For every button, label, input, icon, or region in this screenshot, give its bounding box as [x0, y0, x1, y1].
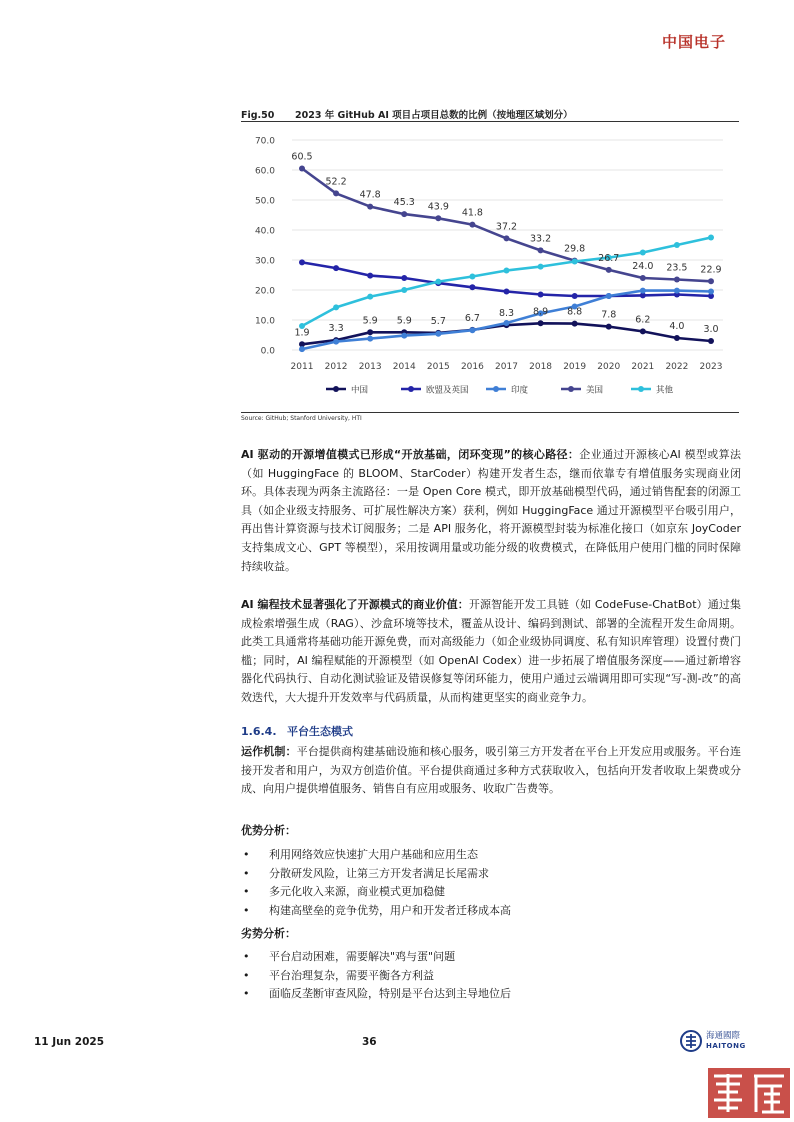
data-point	[504, 235, 510, 241]
data-point	[435, 331, 441, 337]
haitong-logo	[680, 1030, 746, 1052]
section-number: 1.6.4.	[241, 725, 277, 738]
data-point	[469, 284, 475, 290]
x-tick-label: 2017	[495, 362, 518, 372]
data-point	[640, 328, 646, 334]
footer-date: 11 Jun 2025	[34, 1036, 105, 1048]
figure-number: Fig.50	[241, 110, 275, 121]
data-point	[504, 268, 510, 274]
chart-data-labels	[291, 152, 721, 339]
data-point	[333, 304, 339, 310]
data-point	[538, 292, 544, 298]
data-label: 41.8	[461, 207, 483, 219]
data-point	[435, 215, 441, 221]
watermark-stamp	[708, 1068, 790, 1118]
section-heading	[241, 723, 353, 739]
data-point	[367, 294, 373, 300]
data-point	[606, 267, 612, 273]
x-tick-label: 2018	[529, 362, 553, 372]
chart-y-axis	[255, 137, 275, 357]
data-point	[606, 324, 612, 330]
list-item: • 分散研发风险，让第三方开发者满足长尾需求	[241, 865, 741, 884]
advantages-list	[241, 846, 741, 920]
legend-label: 中国	[351, 385, 369, 396]
data-point	[469, 222, 475, 228]
data-label: 8.3	[498, 308, 515, 320]
paragraph-open-source-path	[241, 446, 741, 576]
legend-marker	[333, 386, 339, 392]
data-point	[469, 327, 475, 333]
list-item: • 平台治理复杂，需要平衡各方利益	[241, 967, 741, 986]
paragraph-lead: AI 编程技术显著强化了开源模式的商业价值：	[241, 598, 469, 611]
data-label: 52.2	[325, 176, 347, 188]
data-label: 3.0	[703, 324, 719, 335]
x-tick-label: 2015	[426, 362, 450, 372]
advantages-heading: 优势分析：	[241, 824, 296, 837]
data-point	[572, 321, 578, 327]
data-label: 5.9	[362, 315, 378, 327]
data-point	[401, 287, 407, 293]
stamp-glyph-icon	[708, 1068, 790, 1118]
data-label: 47.8	[359, 189, 381, 201]
figure-bottom-rule	[241, 412, 739, 413]
data-point	[708, 338, 714, 344]
list-item: • 多元化收入来源，商业模式更加稳健	[241, 883, 741, 902]
data-label: 22.9	[700, 264, 722, 276]
data-point	[606, 293, 612, 299]
data-point	[367, 273, 373, 279]
data-label: 5.7	[430, 315, 446, 327]
data-label: 45.3	[393, 197, 415, 209]
x-tick-label: 2013	[358, 362, 382, 372]
paragraph-lead: AI 驱动的开源增值模式已形成“开放基础，闭环变现”的核心路径：	[241, 448, 580, 461]
data-point	[504, 289, 510, 295]
data-label: 1.9	[294, 327, 310, 339]
data-label: 24.0	[632, 261, 654, 272]
data-point	[538, 320, 544, 326]
data-label: 26.7	[598, 252, 620, 264]
data-label: 5.9	[396, 315, 412, 327]
data-point	[401, 333, 407, 339]
data-point	[333, 265, 339, 271]
data-point	[538, 247, 544, 253]
y-tick-label: 30.0	[254, 256, 275, 267]
data-label: 7.8	[601, 309, 617, 321]
data-point	[674, 242, 680, 248]
x-tick-label: 2019	[563, 362, 587, 372]
data-point	[640, 288, 646, 294]
data-point	[299, 346, 305, 352]
x-tick-label: 2022	[665, 362, 689, 372]
list-item: • 构建高壁垒的竞争优势，用户和开发者迁移成本高	[241, 902, 741, 921]
data-point	[299, 259, 305, 265]
legend-label: 其他	[656, 385, 674, 396]
data-point	[333, 339, 339, 345]
list-item: • 利用网络效应快速扩大用户基础和应用生态	[241, 846, 741, 865]
data-label: 6.2	[635, 314, 651, 326]
data-point	[367, 336, 373, 342]
legend-label: 欧盟及英国	[426, 385, 469, 396]
legend-marker	[638, 386, 644, 392]
y-tick-label: 60.0	[254, 166, 275, 177]
x-tick-label: 2023	[699, 362, 723, 372]
page-number: 36	[362, 1036, 377, 1048]
data-point	[572, 259, 578, 265]
logo-text-en: HAITONG	[706, 1042, 746, 1050]
y-tick-label: 70.0	[254, 136, 275, 147]
data-label: 43.9	[427, 201, 449, 213]
legend-label: 印度	[511, 385, 529, 396]
data-point	[401, 275, 407, 281]
data-label: 6.7	[464, 312, 480, 324]
data-point	[333, 190, 339, 196]
data-point	[640, 250, 646, 256]
data-point	[708, 278, 714, 284]
disadvantages-heading: 劣势分析：	[241, 927, 296, 940]
paragraph-text: 平台提供商构建基础设施和核心服务，吸引第三方开发者在平台上开发应用或服务。平台连接开发者和用户，为双方创造价值。平台提供商通过多种方式获取收入，包括向开发者收取上架费或分成、向用户提供增值服务、销售自有应用或服务、收取广告费等。	[241, 745, 742, 796]
x-tick-label: 2020	[597, 362, 621, 372]
line-chart	[241, 122, 739, 410]
data-point	[469, 274, 475, 280]
paragraph-mechanism	[241, 743, 741, 799]
data-point	[538, 264, 544, 270]
legend-marker	[408, 386, 414, 392]
legend-marker	[493, 386, 499, 392]
disadvantages-list	[241, 948, 741, 1004]
chart-x-axis	[291, 362, 723, 372]
y-tick-label: 0.0	[260, 346, 275, 357]
data-point	[435, 279, 441, 285]
figure-title	[241, 107, 739, 121]
data-point	[572, 293, 578, 299]
x-tick-label: 2011	[290, 362, 314, 372]
data-point	[367, 329, 373, 335]
figure-title-text: 2023 年 GitHub AI 项目占项目总数的比例（按地理区域划分）	[295, 110, 573, 121]
data-point	[504, 320, 510, 326]
y-tick-label: 10.0	[254, 316, 275, 327]
list-item: • 面临反垄断审查风险，特别是平台达到主导地位后	[241, 985, 741, 1004]
paragraph-text: 企业通过开源核心AI 模型或算法（如 HuggingFace 的 BLOOM、StarCoder）构建开发者生态，继而依靠专有增值服务实现商业闭环。具体表现为两条主流路径：一是 Open Core 模式，即开放基础模型代码，通过销售配套的闭源工具（如企业级支持服务、可扩展性解决方案）获利，例如 HuggingFace 通过开源模型平台吸引用户，再出售计算资源与技术订阅服务；二是 API 服务化，将开源模型封装为标准化接口（如京东 JoyCoder 支持集成文心、GPT 等模型），采用按调用量或功能分级的收费模式，在降低用户使用门槛的同时保障持续收益。	[241, 448, 741, 573]
data-label: 8.9	[533, 306, 549, 318]
x-tick-label: 2014	[392, 362, 416, 372]
chart-legend	[326, 385, 674, 396]
data-point	[299, 166, 305, 172]
data-point	[708, 289, 714, 295]
figure-source: Source: GitHub; Stanford University, HTI	[241, 415, 362, 422]
data-label: 37.2	[495, 221, 518, 233]
y-tick-label: 40.0	[254, 226, 275, 237]
y-tick-label: 20.0	[254, 286, 275, 297]
data-point	[708, 235, 714, 241]
data-point	[640, 275, 646, 281]
section-title: 平台生态模式	[287, 725, 353, 738]
data-label: 33.2	[530, 233, 552, 245]
paragraph-text: 开源智能开发工具链（如 CodeFuse-ChatBot）通过集成检索增强生成（RAG）、沙盒环境等技术，覆盖从设计、编码到测试、部署的全流程开发生命周期。此类工具通常将基础功能开源免费，而对高级能力（如企业级协同调度、私有知识库管理）设置付费门槛；同时，AI 编程赋能的开源模型（如 OpenAI Codex）进一步拓展了增值服务深度——通过新增容器化代码执行、自动化测试验证及错误修复等闭环能力，使用户通过云端调用即可实现“写-测-改”的高效迭代，大大提升开发效率与代码质量，从而构建更坚实的商业竞争力。	[241, 598, 741, 704]
data-label: 3.3	[328, 323, 344, 335]
data-label: 23.5	[666, 262, 688, 274]
data-point	[367, 204, 373, 210]
data-label: 29.8	[564, 243, 586, 255]
data-point	[674, 288, 680, 294]
data-point	[674, 335, 680, 341]
list-item: • 平台启动困难，需要解决"鸡与蛋"问题	[241, 948, 741, 967]
x-tick-label: 2012	[324, 362, 348, 372]
data-label: 60.5	[291, 151, 313, 163]
x-tick-label: 2021	[631, 362, 655, 372]
paragraph-lead: 运作机制：	[241, 745, 297, 758]
x-tick-label: 2016	[460, 362, 484, 372]
data-label: 4.0	[669, 321, 685, 332]
data-label: 8.8	[567, 306, 583, 318]
header-brand: 中国电子	[661, 33, 726, 51]
legend-label: 美国	[586, 385, 604, 396]
y-tick-label: 50.0	[254, 196, 275, 207]
haitong-logo-icon	[680, 1030, 702, 1052]
logo-text-cn: 海通國際	[706, 1031, 741, 1041]
paragraph-ai-coding-value	[241, 596, 741, 708]
legend-marker	[568, 386, 574, 392]
data-point	[674, 277, 680, 283]
data-point	[401, 211, 407, 217]
